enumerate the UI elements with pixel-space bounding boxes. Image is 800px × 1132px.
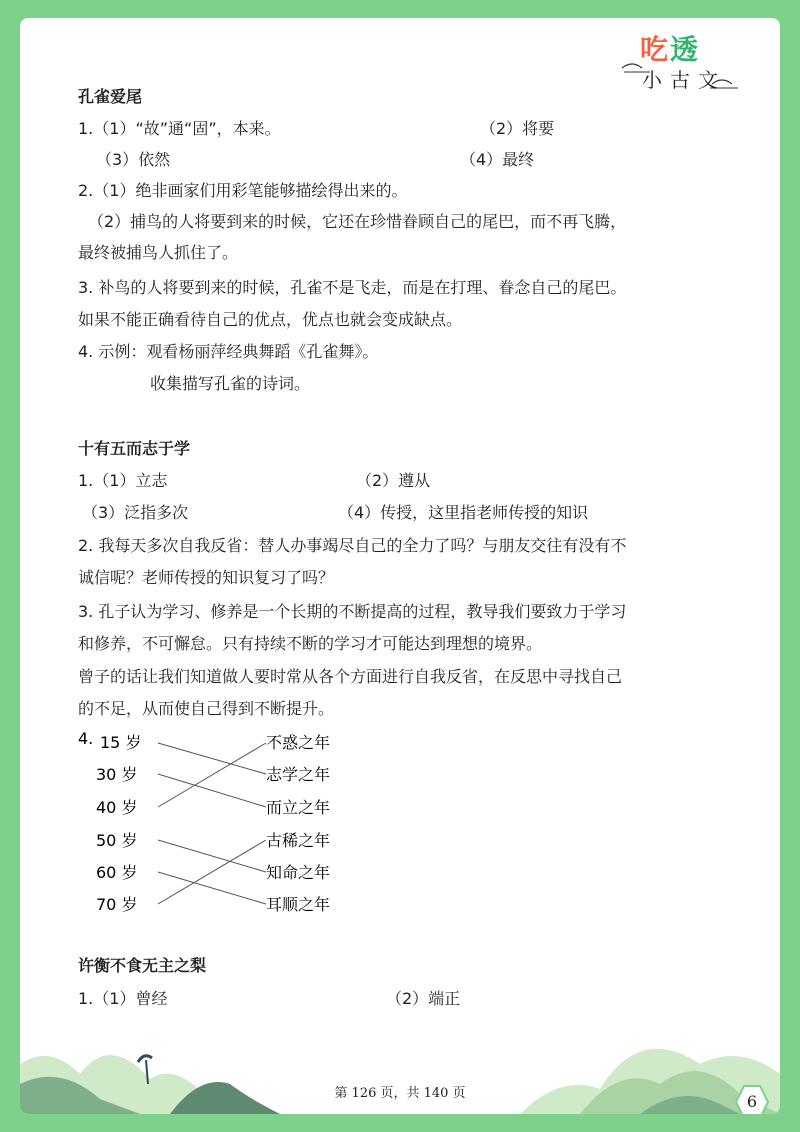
page-badge <box>734 1084 770 1114</box>
term-item: 知命之年 <box>266 863 331 882</box>
age-item <box>96 764 137 786</box>
age-value: 50 <box>96 831 117 850</box>
section-title-xuheng: 许衡不食无主之梨 <box>78 956 207 975</box>
age-value: 30 <box>96 765 117 784</box>
page-number-text: 第 126 页，共 140 页 <box>334 1086 466 1101</box>
logo-char-2: 透 <box>670 33 701 66</box>
s2-q1c: （3）泛指多次 <box>82 503 189 522</box>
s2-q3d: 的不足，从而使自己得到不断提升。 <box>78 699 335 718</box>
term-item: 古稀之年 <box>266 831 331 850</box>
age-item <box>96 830 137 852</box>
age-unit: 岁 <box>121 895 138 914</box>
s2-q3c: 曾子的话让我们知道做人要时常从各个方面进行自我反省，在反思中寻找自己 <box>78 667 623 686</box>
age-unit: 岁 <box>121 798 138 817</box>
left-stripes <box>20 243 32 333</box>
term-item: 不惑之年 <box>266 733 331 752</box>
s2-q1a: 1.（1）立志 <box>78 471 168 490</box>
age-item <box>100 732 141 754</box>
logo-char-1: 吃 <box>640 33 671 66</box>
s1-q1c: （3）依然 <box>96 150 171 169</box>
s3-q1a: 1.（1）曾经 <box>78 989 168 1008</box>
age-value: 15 <box>100 733 121 752</box>
section-title-peacock: 孔雀爱尾 <box>78 87 143 106</box>
age-unit: 岁 <box>121 765 138 784</box>
answer-page <box>20 18 780 1114</box>
s2-q4-prefix: 4. <box>78 729 94 748</box>
age-item <box>96 862 137 884</box>
right-stripes <box>768 818 780 908</box>
s1-q4b: 收集描写孔雀的诗词。 <box>150 374 311 393</box>
s1-q2a: 2.（1）绝非画家们用彩笔能够描绘得出来的。 <box>78 181 408 200</box>
s1-q3b: 如果不能正确看待自己的优点，优点也就会变成缺点。 <box>78 310 463 329</box>
s1-q3a: 3. 补鸟的人将要到来的时候，孔雀不是飞走，而是在打理、眷念自己的尾巴。 <box>78 278 627 297</box>
term-item: 而立之年 <box>266 798 331 817</box>
age-unit: 岁 <box>125 733 142 752</box>
s2-q3a: 3. 孔子认为学习、修养是一个长期的不断提高的过程，教导我们要致力于学习 <box>78 602 627 621</box>
s2-q2a: 2. 我每天多次自我反省：替人办事竭尽自己的全力了吗？与朋友交往有没有不 <box>78 536 627 555</box>
term-item: 志学之年 <box>266 765 331 784</box>
s1-q1b: （2）将要 <box>480 119 555 138</box>
term-item: 耳顺之年 <box>266 895 331 914</box>
age-value: 60 <box>96 863 117 882</box>
brand-logo <box>620 24 740 94</box>
s2-q3b: 和修养，不可懈怠。只有持续不断的学习才可能达到理想的境界。 <box>78 634 543 653</box>
s1-q2b: （2）捕鸟的人将要到来的时候，它还在珍惜眷顾自己的尾巴，而不再飞腾， <box>88 212 627 231</box>
s1-q2c: 最终被捕鸟人抓住了。 <box>78 243 239 262</box>
section-title-confucius: 十有五而志于学 <box>78 439 191 458</box>
matching-exercise <box>78 728 398 928</box>
age-unit: 岁 <box>121 831 138 850</box>
s2-q1b: （2）遵从 <box>356 471 431 490</box>
s2-q2b: 诚信呢？老师传授的知识复习了吗？ <box>78 568 335 587</box>
s1-q4a: 4. 示例：观看杨丽萍经典舞蹈《孔雀舞》。 <box>78 342 379 361</box>
s1-q1d: （4）最终 <box>460 150 535 169</box>
age-item <box>96 797 137 819</box>
age-value: 70 <box>96 895 117 914</box>
s2-q1d: （4）传授，这里指老师传授的知识 <box>338 503 589 522</box>
logo-subtitle: 小古文 <box>642 68 726 92</box>
page-badge-number: 6 <box>746 1092 758 1111</box>
age-item <box>96 894 137 916</box>
s3-q1b: （2）端正 <box>386 989 461 1008</box>
s1-q1a: 1.（1）“故”通“固”，本来。 <box>78 119 281 138</box>
age-unit: 岁 <box>121 863 138 882</box>
age-value: 40 <box>96 798 117 817</box>
